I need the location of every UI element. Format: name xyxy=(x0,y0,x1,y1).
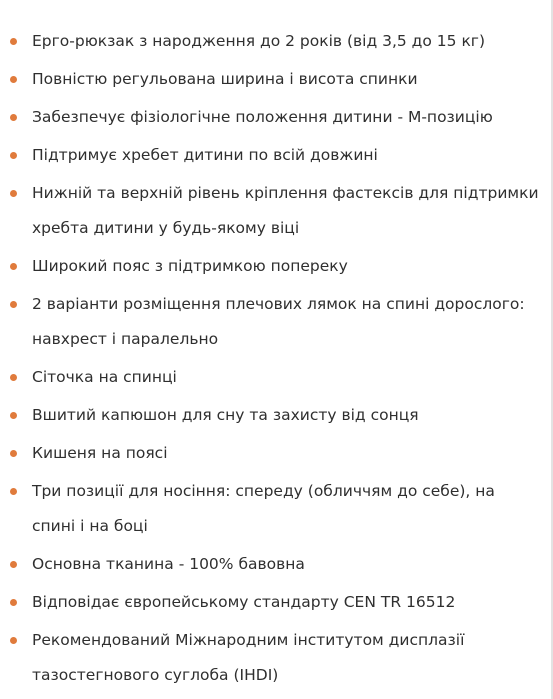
bullet-dot-icon xyxy=(10,488,17,495)
bullet-dot-icon xyxy=(10,412,17,419)
feature-text: Рекомендований Міжнародним інститутом дисплазії тазостегнового суглоба (IHDI) xyxy=(32,631,465,684)
bullet-dot-icon xyxy=(10,114,17,121)
bullet-dot-icon xyxy=(10,301,17,308)
list-item xyxy=(0,176,553,246)
feature-text: Нижній та верхній рівень кріплення фастексів для підтримки хребта дитини у будь-якому віці xyxy=(32,184,539,237)
feature-text: Кишеня на поясі xyxy=(32,444,168,462)
list-item xyxy=(0,24,553,59)
feature-text: Широкий пояс з підтримкою попереку xyxy=(32,257,348,275)
bullet-dot-icon xyxy=(10,152,17,159)
bullet-dot-icon xyxy=(10,450,17,457)
bullet-dot-icon xyxy=(10,38,17,45)
feature-text: Повністю регульована ширина і висота спинки xyxy=(32,70,418,88)
list-item xyxy=(0,436,553,471)
feature-text: Забезпечує фізіологічне положення дитини - М-позицію xyxy=(32,108,493,126)
list-item xyxy=(0,100,553,135)
feature-text: 2 варіанти розміщення плечових лямок на спині дорослого: навхрест і паралельно xyxy=(32,295,525,348)
bullet-dot-icon xyxy=(10,561,17,568)
bullet-dot-icon xyxy=(10,76,17,83)
list-item xyxy=(0,474,553,544)
feature-text: Підтримує хребет дитини по всій довжині xyxy=(32,146,378,164)
list-item xyxy=(0,249,553,284)
list-item xyxy=(0,138,553,173)
bullet-dot-icon xyxy=(10,190,17,197)
list-item xyxy=(0,287,553,357)
feature-text: Відповідає європейському стандарту CEN TR 16512 xyxy=(32,593,456,611)
bullet-dot-icon xyxy=(10,599,17,606)
bullet-dot-icon xyxy=(10,637,17,644)
list-item xyxy=(0,62,553,97)
feature-text: Три позиції для носіння: спереду (обличчям до себе), на спині і на боці xyxy=(32,482,495,535)
bullet-dot-icon xyxy=(10,374,17,381)
feature-text: Вшитий капюшон для сну та захисту від сонця xyxy=(32,406,419,424)
feature-text: Основна тканина - 100% бавовна xyxy=(32,555,305,573)
feature-text: Сіточка на спинці xyxy=(32,368,177,386)
bullet-dot-icon xyxy=(10,263,17,270)
list-item xyxy=(0,585,553,620)
list-item xyxy=(0,547,553,582)
list-item xyxy=(0,360,553,395)
list-item xyxy=(0,398,553,433)
list-item xyxy=(0,623,553,693)
feature-text: Ерго-рюкзак з народження до 2 років (від 3,5 до 15 кг) xyxy=(32,32,485,50)
